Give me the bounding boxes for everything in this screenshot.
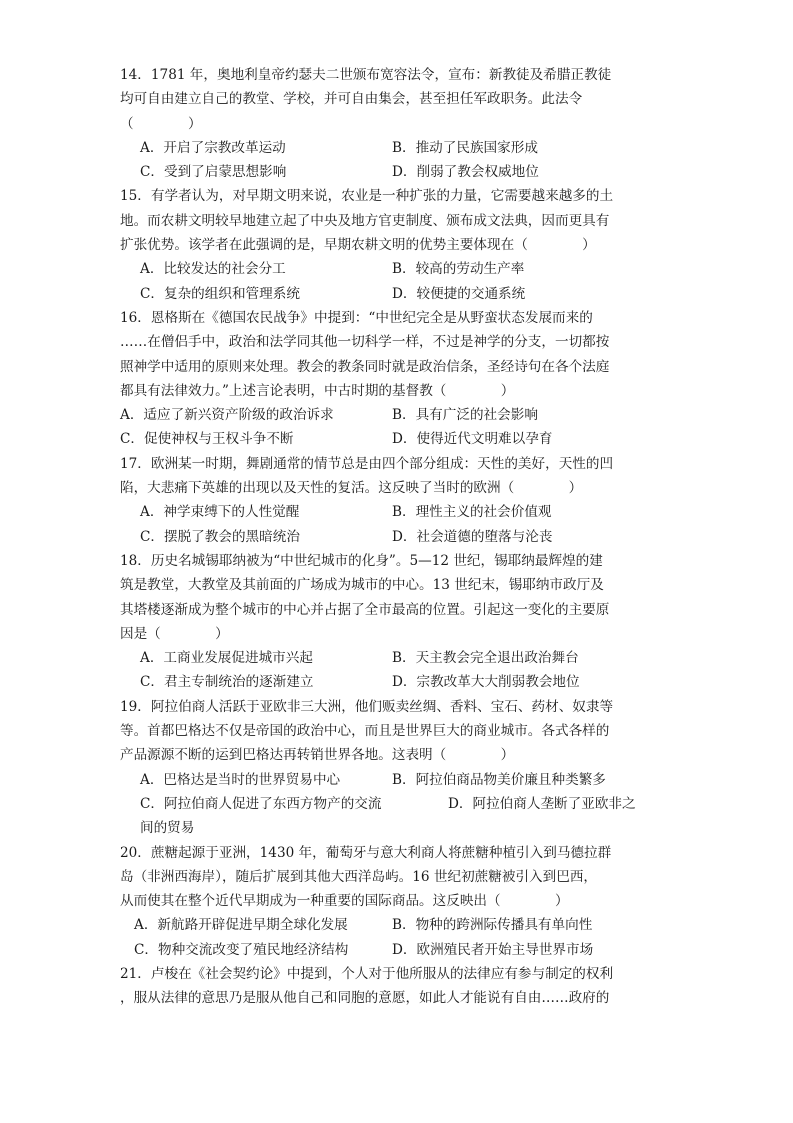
option-b: B．天主教会完全退出政治舞台 — [392, 650, 579, 667]
option-d: D．宗教改革大大削弱教会地位 — [392, 674, 580, 691]
option-b: B．阿拉伯商品物美价廉且种类繁多 — [392, 771, 606, 788]
option-c: C．受到了启蒙思想影响 — [140, 164, 287, 181]
option-d: D．较便捷的交通系统 — [392, 285, 526, 302]
question-stem-line: 均可自由建立自己的教堂、学校，并可自由集会，甚至担任军政职务。此法令 — [120, 91, 583, 108]
question-stem-line: 产品源源不断的运到巴格达再转销世界各地。这表明（ ） — [120, 747, 515, 764]
exam-page — [120, 63, 680, 1011]
options-row — [120, 938, 680, 962]
question-stem-line: 18．历史名城锡耶纳被为“中世纪城市的化身”。5—12 世纪，锡耶纳最辉煌的建 — [120, 552, 603, 569]
option-c: C．促使神权与王权斗争不断 — [120, 431, 294, 448]
question-stem-line: 21．卢梭在《社会契约论》中提到，个人对于他所服从的法律应有参与制定的权利 — [120, 965, 614, 982]
question-stem-line: ……在僧侣手中，政治和法学同其他一切科学一样，不过是神学的分支，一切都按 — [120, 334, 610, 351]
question-21 — [120, 962, 680, 1011]
option-b: B．理性主义的社会价值观 — [392, 504, 552, 521]
question-stem-line: 因是（ ） — [120, 625, 229, 642]
question-stem-line: 岛（非洲西海岸），随后扩展到其他大西洋岛屿。16 世纪初蔗糖被引入到巴西， — [120, 868, 598, 885]
question-stem-line: 筑是教堂，大教堂及其前面的广场成为城市的中心。13 世纪末，锡耶纳市政厅及 — [120, 577, 604, 594]
options-row — [120, 792, 680, 816]
question-stem-line: 16．恩格斯在《德国农民战争》中提到：“中世纪完全是从野蛮状态发展而来的 — [120, 309, 593, 326]
options-row — [120, 403, 680, 427]
question-stem-line: 陷，大悲痛下英雄的出现以及天性的复活。这反映了当时的欧洲（ ） — [120, 480, 583, 497]
option-b: B．具有广泛的社会影响 — [392, 407, 538, 424]
question-stem-line: 19．阿拉伯商人活跃于亚欧非三大洲，他们贩卖丝绸、香料、宝石、药材、奴隶等 — [120, 698, 614, 715]
option-b: B．较高的劳动生产率 — [392, 261, 525, 278]
option-c: C．物种交流改变了殖民地经济结构 — [134, 941, 349, 958]
option-d: D．欧洲殖民者开始主导世界市场 — [392, 941, 594, 958]
options-row — [120, 160, 680, 184]
question-19 — [120, 695, 680, 841]
question-stem-line: 其塔楼逐渐成为整个城市的中心并占据了全市最高的位置。引起这一变化的主要原 — [120, 601, 610, 618]
options-row — [120, 427, 680, 451]
option-c: C．君主专制统治的逐渐建立 — [140, 674, 314, 691]
option-b: B．物种的跨洲际传播具有单向性 — [392, 917, 593, 934]
option-a: A．巴格达是当时的世界贸易中心 — [140, 771, 341, 788]
question-15 — [120, 184, 680, 305]
option-a: A．比较发达的社会分工 — [140, 261, 286, 278]
options-row — [120, 670, 680, 694]
option-d: D．阿拉伯商人垄断了亚欧非之 — [448, 795, 636, 812]
option-a: A．开启了宗教改革运动 — [140, 139, 286, 156]
question-stem-line: 15．有学者认为，对早期文明来说，农业是一种扩张的力量，它需要越来越多的土 — [120, 188, 614, 205]
question-20 — [120, 841, 680, 962]
option-d: D．削弱了教会权威地位 — [392, 164, 539, 181]
option-c: C．复杂的组织和管理系统 — [140, 285, 300, 302]
question-stem-line: 20．蔗糖起源于亚洲，1430 年，葡萄牙与意大利商人将蔗糖种植引入到马德拉群 — [120, 844, 612, 861]
question-stem-line: 扩张优势。该学者在此强调的是，早期农耕文明的优势主要体现在（ ） — [120, 237, 596, 254]
option-a: A．适应了新兴资产阶级的政治诉求 — [120, 407, 334, 424]
option-b: B．推动了民族国家形成 — [392, 139, 538, 156]
options-row — [120, 913, 680, 937]
option-d-continuation: 间的贸易 — [140, 820, 195, 837]
option-a: A．工商业发展促进城市兴起 — [140, 650, 313, 667]
option-d: D．使得近代文明难以孕育 — [392, 431, 553, 448]
question-18 — [120, 549, 680, 695]
question-16 — [120, 306, 680, 452]
options-row — [120, 500, 680, 524]
question-stem-line: 都具有法律效力。”上述言论表明，中古时期的基督教（ ） — [120, 382, 515, 399]
options-row — [120, 646, 680, 670]
question-stem-line: 等。首都巴格达不仅是帝国的政治中心，而且是世界巨大的商业城市。各式各样的 — [120, 723, 610, 740]
options-row — [120, 136, 680, 160]
option-d: D．社会道德的堕落与沦丧 — [392, 528, 553, 545]
option-c: C．阿拉伯商人促进了东西方物产的交流 — [140, 795, 382, 812]
options-row — [120, 768, 680, 792]
options-row — [120, 282, 680, 306]
option-a: A．新航路开辟促进早期全球化发展 — [134, 917, 348, 934]
answer-blank: （ ） — [120, 115, 202, 132]
question-stem-line: 照神学中适用的原则来处理。教会的教条同时就是政治信条，圣经诗句在各个法庭 — [120, 358, 610, 375]
question-stem-line: 从而使其在整个近代早期成为一种重要的国际商品。这反映出（ ） — [120, 893, 569, 910]
option-a: A．神学束缚下的人性觉醒 — [140, 504, 300, 521]
question-stem-line: 14．1781 年，奥地利皇帝约瑟夫二世颁布宽容法令，宣布：新教徒及希腊正教徒 — [120, 67, 612, 83]
question-17 — [120, 452, 680, 549]
options-row — [120, 525, 680, 549]
question-stem-line: 17．欧洲某一时期，舞剧通常的情节总是由四个部分组成：天性的美好，天性的凹 — [120, 455, 614, 472]
option-c: C．摆脱了教会的黑暗统治 — [140, 528, 300, 545]
question-14 — [120, 63, 680, 184]
options-row — [120, 257, 680, 281]
question-stem-line: ，服从法律的意思乃是服从他自己和同胞的意愿，如此人才能说有自由……政府的 — [120, 990, 610, 1007]
question-stem-line: 地。而农耕文明较早地建立起了中央及地方官吏制度、颁布成文法典，因而更具有 — [120, 212, 610, 229]
